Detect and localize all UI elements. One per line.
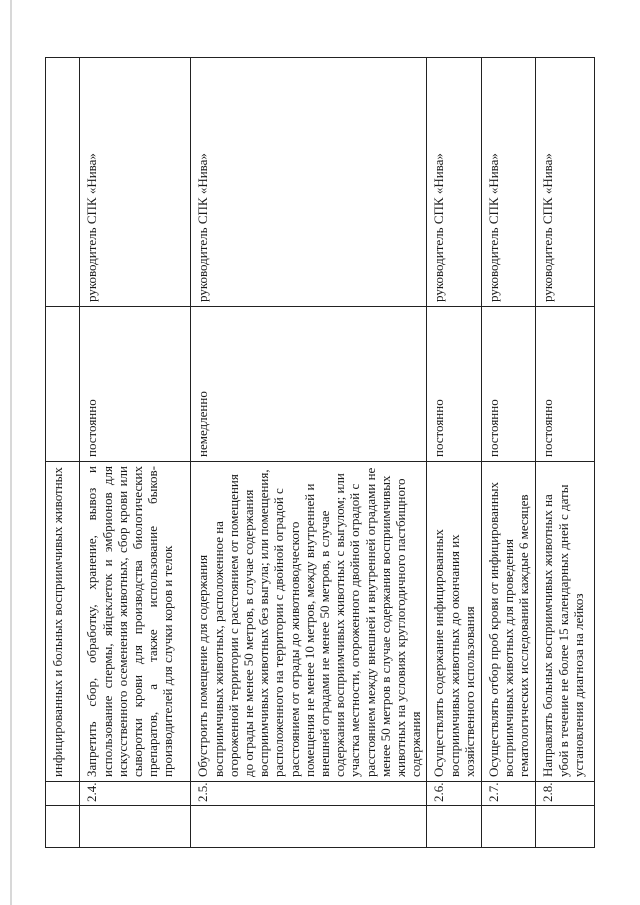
rotated-table-container (45, 58, 595, 848)
responsible-cell: руководитель СПК «Нива» (481, 57, 535, 306)
responsible-cell (46, 57, 80, 306)
measure-text: Осуществлять содержание инфицированных восприимчивых животных до окончания их хозяйственного использования (427, 461, 481, 781)
table-row (481, 57, 535, 847)
blank-cell (481, 805, 535, 847)
measure-text: Направлять больных восприимчивых животных на убой в течение не более 15 календарных дней с даты установления диагноза на лейкоз (536, 461, 595, 781)
deadline-cell: постоянно (80, 306, 191, 461)
table-row (536, 57, 595, 847)
deadline-cell: постоянно (427, 306, 481, 461)
row-number: 2.8. (536, 781, 595, 805)
measures-table (45, 57, 595, 848)
deadline-cell: постоянно (481, 306, 535, 461)
row-number: 2.7. (481, 781, 535, 805)
page-edge (10, 0, 12, 905)
blank-cell (536, 805, 595, 847)
measure-text: инфицированных и больных восприимчивых животных (46, 461, 80, 781)
deadline-cell: немедленно (191, 306, 427, 461)
table-row-continuation (46, 57, 80, 847)
row-number (46, 781, 80, 805)
row-number: 2.6. (427, 781, 481, 805)
responsible-cell: руководитель СПК «Нива» (80, 57, 191, 306)
blank-cell (46, 805, 80, 847)
deadline-cell (46, 306, 80, 461)
row-number: 2.4. (80, 781, 191, 805)
responsible-cell: руководитель СПК «Нива» (191, 57, 427, 306)
responsible-cell: руководитель СПК «Нива» (427, 57, 481, 306)
deadline-cell: постоянно (536, 306, 595, 461)
measure-text: Обустроить помещение для содержания восприимчивых животных, расположенное на огороженной территории с расстоянием от помещения до ограды не менее 50 метров, в случае содержания восприимчивых животных без выгула; или помещения, расположенного на территории с двойной оградой с расстоянием от ограды до животноводческого помещения не менее 10 метров, между внутренней и внешней оградами не менее 50 метров, в случае содержания восприимчивых животных с выгулом; или участка местности, огороженного двойной оградой с расстоянием между внешней и внутренней оградами не менее 50 метров в случае содержания восприимчивых животных на условиях круглогодичного пастбищного содержания (191, 461, 427, 781)
table-row (427, 57, 481, 847)
blank-cell (191, 805, 427, 847)
measure-text: Запретить сбор, обработку, хранение, вывоз и использование спермы, яйцеклеток и эмбрионов для искусственного осеменения животных, сбор крови или сыворотки крови для производства биологических препаратов, а также использование быков-производителей для случки коров и телок (80, 461, 191, 781)
row-number: 2.5. (191, 781, 427, 805)
blank-cell (427, 805, 481, 847)
responsible-cell: руководитель СПК «Нива» (536, 57, 595, 306)
table-row (191, 57, 427, 847)
table-row (80, 57, 191, 847)
measure-text: Осуществлять отбор проб крови от инфицированных восприимчивых животных для проведения гематологических исследований каждые 6 месяцев (481, 461, 535, 781)
blank-cell (80, 805, 191, 847)
